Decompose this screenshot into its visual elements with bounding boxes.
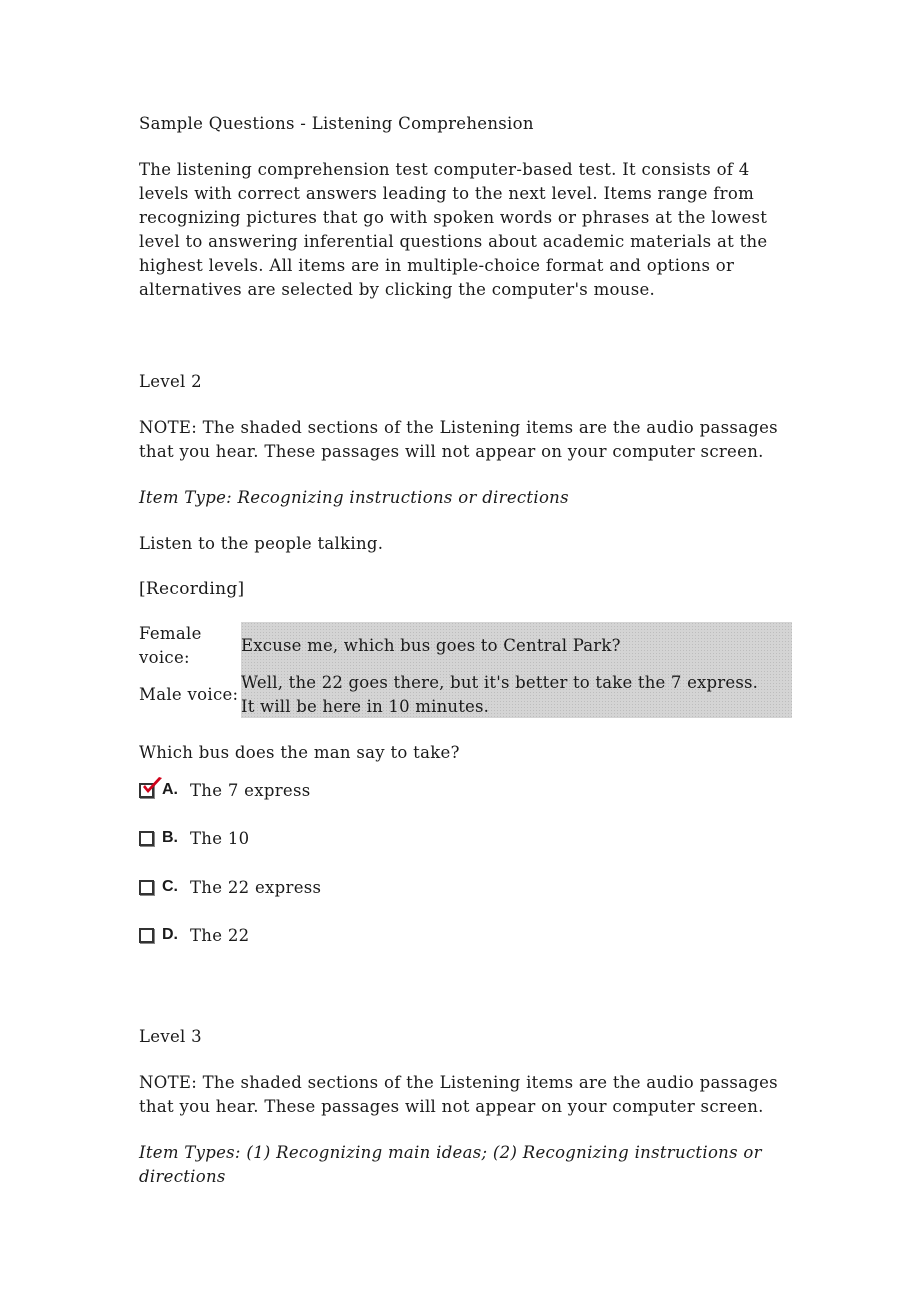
option-d[interactable]	[139, 922, 249, 948]
option-a[interactable]	[139, 777, 311, 803]
utterance-male-line: It will be here in 10 minutes.	[241, 697, 490, 716]
option-letter: B.	[162, 829, 178, 846]
level3-heading: Level 3	[139, 1027, 202, 1046]
option-letter: D.	[162, 926, 178, 943]
recording-label: [Recording]	[139, 579, 245, 599]
level3-note	[139, 1071, 778, 1119]
option-text: The 22 express	[190, 877, 322, 897]
item-type-line: Item Types: (1) Recognizing main ideas; (2) Recognizing instructions or	[139, 1143, 762, 1162]
intro-paragraph	[139, 158, 794, 302]
intro-line: highest levels. All items are in multiple-choice format and options or	[139, 256, 735, 275]
note-line: that you hear. These passages will not appear on your computer screen.	[139, 442, 764, 461]
note-line: that you hear. These passages will not appear on your computer screen.	[139, 1097, 764, 1116]
option-c[interactable]	[139, 874, 321, 900]
item-type-line: directions	[139, 1167, 226, 1186]
checkbox[interactable]	[139, 831, 154, 846]
option-letter: A.	[162, 781, 178, 798]
level2-heading: Level 2	[139, 372, 202, 391]
level2-note	[139, 416, 778, 464]
option-text: The 7 express	[190, 780, 311, 800]
level2-question: Which bus does the man say to take?	[139, 743, 460, 762]
note-line: NOTE: The shaded sections of the Listening items are the audio passages	[139, 1073, 778, 1092]
option-letter: C.	[162, 878, 178, 895]
note-line: NOTE: The shaded sections of the Listening items are the audio passages	[139, 418, 778, 437]
checkbox[interactable]	[139, 928, 154, 943]
level2-instruction: Listen to the people talking.	[139, 534, 384, 553]
speaker-female	[139, 622, 241, 670]
page-title: Sample Questions - Listening Comprehension	[139, 114, 534, 133]
speaker-label-line: Female	[139, 624, 202, 643]
utterance-male-line: Well, the 22 goes there, but it's better to take the 7 express.	[241, 673, 759, 692]
intro-line: The listening comprehension test computer-based test. It consists of 4	[139, 160, 750, 179]
checkbox[interactable]	[139, 880, 154, 895]
option-b[interactable]	[139, 825, 249, 851]
intro-line: levels with correct answers leading to the next level. Items range from	[139, 184, 755, 203]
option-text: The 10	[190, 828, 250, 848]
intro-line: recognizing pictures that go with spoken words or phrases at the lowest	[139, 208, 768, 227]
utterance-female: Excuse me, which bus goes to Central Park?	[241, 636, 621, 655]
level3-item-types	[139, 1141, 762, 1189]
option-text: The 22	[190, 925, 250, 945]
intro-line: alternatives are selected by clicking the computer's mouse.	[139, 280, 656, 299]
speaker-label-line: voice:	[139, 648, 190, 667]
level2-item-type: Item Type: Recognizing instructions or directions	[139, 488, 569, 507]
checkbox[interactable]	[139, 783, 154, 798]
checkmark-icon	[142, 776, 164, 798]
speaker-male: Male voice:	[139, 685, 239, 704]
intro-line: level to answering inferential questions about academic materials at the	[139, 232, 768, 251]
